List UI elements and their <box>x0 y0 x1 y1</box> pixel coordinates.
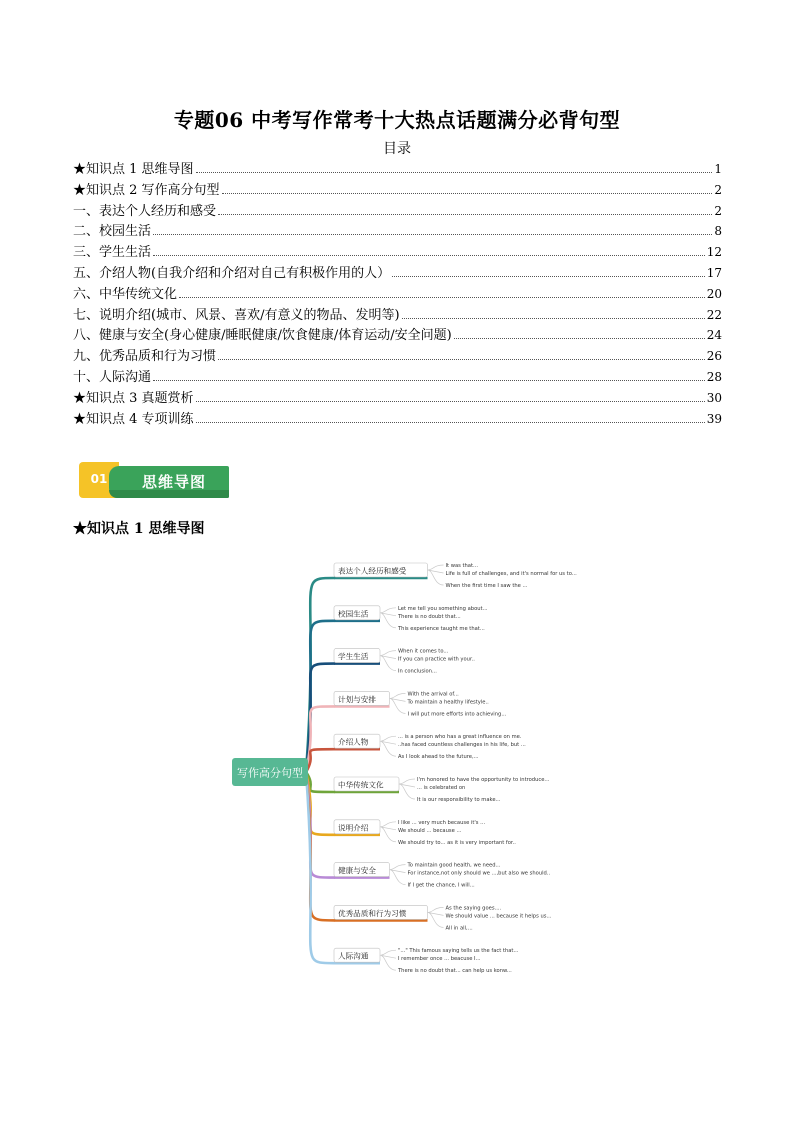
toc-leader-dots <box>196 401 705 402</box>
toc-entry-page: 1 <box>714 162 722 176</box>
leaf-text: There is no doubt that... can help us konw... <box>398 968 512 975</box>
leaf-text: All in all,... <box>445 925 473 932</box>
toc-entry-label: 二、校园生活 <box>73 224 152 240</box>
leaf-text: When the first time I saw the ... <box>445 583 528 589</box>
leaf-connector <box>380 736 396 756</box>
leaf-text: As the saying goes.... <box>445 905 502 912</box>
toc-leader-dots <box>218 359 705 360</box>
toc-entry-page: 8 <box>714 224 722 239</box>
toc-entry-page: 2 <box>714 203 722 218</box>
branch-label: 优秀品质和行为习惯 <box>338 908 407 918</box>
toc-entry-label: ★知识点 1 思维导图 <box>73 162 194 177</box>
branch-label: 表达个人经历和感受 <box>338 566 407 576</box>
leaf-text: If you can practice with your.. <box>398 656 475 663</box>
leaf-text: To maintain a healthy lifestyle.. <box>407 699 489 706</box>
branch-label: 健康与安全 <box>338 866 376 876</box>
leaf-text: Let me tell you something about... <box>398 605 488 612</box>
toc-entry-label: 一、表达个人经历和感受 <box>73 203 217 219</box>
leaf-text: If I get the chance, I will... <box>407 882 475 889</box>
branch-label: 人际沟通 <box>338 951 369 961</box>
toc-entry-page: 20 <box>706 286 722 301</box>
leaf-text: Life is full of challenges, and it's normal for us to... <box>445 571 577 577</box>
leaf-text: When it comes to... <box>398 648 449 655</box>
toc-entry[interactable] <box>73 179 722 200</box>
toc-entry[interactable] <box>73 408 722 429</box>
toc-entry-label: 九、优秀品质和行为习惯 <box>73 349 217 365</box>
mind-map <box>220 556 580 986</box>
toc-entry[interactable] <box>73 324 722 345</box>
toc-entry-label: 七、说明介绍(城市、风景、喜欢/有意义的物品、发明等) <box>73 307 400 323</box>
toc-heading: 目录 <box>383 141 411 157</box>
page-title: 专题06 中考写作常考十大热点话题满分必背句型 <box>173 108 621 132</box>
toc-entry[interactable] <box>73 345 722 366</box>
leaf-connector <box>380 608 396 628</box>
leaf-text: There is no doubt that... <box>398 613 461 620</box>
leaf-text: We should try to... as it is very important for.. <box>398 839 516 846</box>
leaf-text: "..." This famous saying tells us the fact that... <box>398 948 519 955</box>
leaf-connector <box>399 779 415 799</box>
toc-entry[interactable] <box>73 200 722 221</box>
toc-entry[interactable] <box>73 283 722 304</box>
toc-leader-dots <box>153 380 705 381</box>
toc-entry-label: 十、人际沟通 <box>73 369 152 385</box>
toc-entry[interactable] <box>73 366 722 387</box>
branch-label: 说明介绍 <box>338 823 369 833</box>
toc-entry-page: 12 <box>706 245 722 260</box>
toc-entry-page: 17 <box>706 265 722 280</box>
leaf-text: ..has faced countless challenges in his life, but ... <box>398 742 526 749</box>
leaf-connector <box>380 950 396 970</box>
leaf-text: For instance,not only should we ...,but also we should.. <box>407 870 551 877</box>
toc-entry-label: ★知识点 2 写作高分句型 <box>73 182 220 198</box>
leaf-text: I will put more efforts into achieving... <box>407 711 507 718</box>
toc-entry-label: 三、学生生活 <box>73 245 152 261</box>
leaf-text: I like ... very much because it's ... <box>398 819 486 826</box>
toc-leader-dots <box>196 172 713 173</box>
leaf-text: In conclusion... <box>398 668 437 675</box>
toc-entry[interactable] <box>73 387 722 408</box>
toc-leader-dots <box>402 318 705 319</box>
toc-entry-label: 五、介绍人物(自我介绍和介绍对自己有积极作用的人） <box>73 265 391 281</box>
toc-entry-page: 24 <box>706 328 722 343</box>
leaf-text: We should ... because ... <box>398 827 462 834</box>
leaf-text: We should value ... because it helps us... <box>445 913 552 920</box>
toc-entry-page: 28 <box>706 369 722 384</box>
toc-entry[interactable] <box>73 262 722 283</box>
branch-label: 校园生活 <box>338 609 369 619</box>
leaf-connector <box>380 822 396 842</box>
root-label: 写作高分句型 <box>237 766 303 780</box>
toc-entry[interactable] <box>73 158 722 179</box>
badge-number: 01 <box>90 472 108 486</box>
toc-entry-page: 22 <box>706 307 722 322</box>
toc-entry[interactable] <box>73 220 722 241</box>
branch-label: 中华传统文化 <box>338 780 384 790</box>
leaf-text: It was that... <box>445 563 478 569</box>
toc-entry[interactable] <box>73 304 722 325</box>
leaf-connector <box>428 565 444 585</box>
toc-leader-dots <box>153 255 705 256</box>
branch-label: 介绍人物 <box>338 737 369 747</box>
toc-entry-page: 30 <box>706 390 722 405</box>
branch-label: 计划与安排 <box>338 694 376 704</box>
toc-leader-dots <box>454 338 705 339</box>
branch-label: 学生生活 <box>338 652 369 662</box>
section-badge <box>79 462 229 498</box>
leaf-text: To maintain good health, we need... <box>407 862 501 869</box>
leaf-connector <box>390 693 406 713</box>
leaf-connector <box>428 907 444 927</box>
leaf-text: As I look ahead to the future,... <box>398 754 479 761</box>
leaf-text: With the arrival of... <box>407 691 459 698</box>
toc-entry-label: 八、健康与安全(身心健康/睡眠健康/饮食健康/体育运动/安全问题) <box>73 328 452 344</box>
toc-entry-page: 26 <box>706 349 722 364</box>
toc-leader-dots <box>179 297 705 298</box>
section-heading: ★知识点 1 思维导图 <box>73 521 205 537</box>
toc-entry-page: 39 <box>706 411 722 426</box>
leaf-text: I'm honored to have the opportunity to introduce... <box>417 777 550 783</box>
badge-text: 思维导图 <box>141 473 206 491</box>
toc-entry-label: ★知识点 3 真题赏析 <box>73 390 194 406</box>
toc-leader-dots <box>392 276 705 277</box>
toc-entry[interactable] <box>73 241 722 262</box>
toc-leader-dots <box>153 234 712 235</box>
toc-entry-label: ★知识点 4 专项训练 <box>73 411 194 427</box>
toc-leader-dots <box>222 193 713 194</box>
leaf-text: I remember once ... beacuse I... <box>398 956 481 963</box>
toc-entry-label: 六、中华传统文化 <box>73 286 178 302</box>
leaf-text: ... is celebrated on <box>417 785 466 791</box>
table-of-contents <box>73 158 722 428</box>
toc-entry-page: 2 <box>714 182 722 197</box>
branch-connector <box>306 749 334 772</box>
leaf-text: This experience taught me that... <box>398 625 485 632</box>
leaf-connector <box>390 865 406 885</box>
leaf-text: ... is a person who has a great influence on me. <box>398 734 522 741</box>
leaf-text: It is our responsibility to make... <box>417 797 501 803</box>
toc-leader-dots <box>196 422 705 423</box>
toc-leader-dots <box>218 214 712 215</box>
leaf-connector <box>380 651 396 671</box>
